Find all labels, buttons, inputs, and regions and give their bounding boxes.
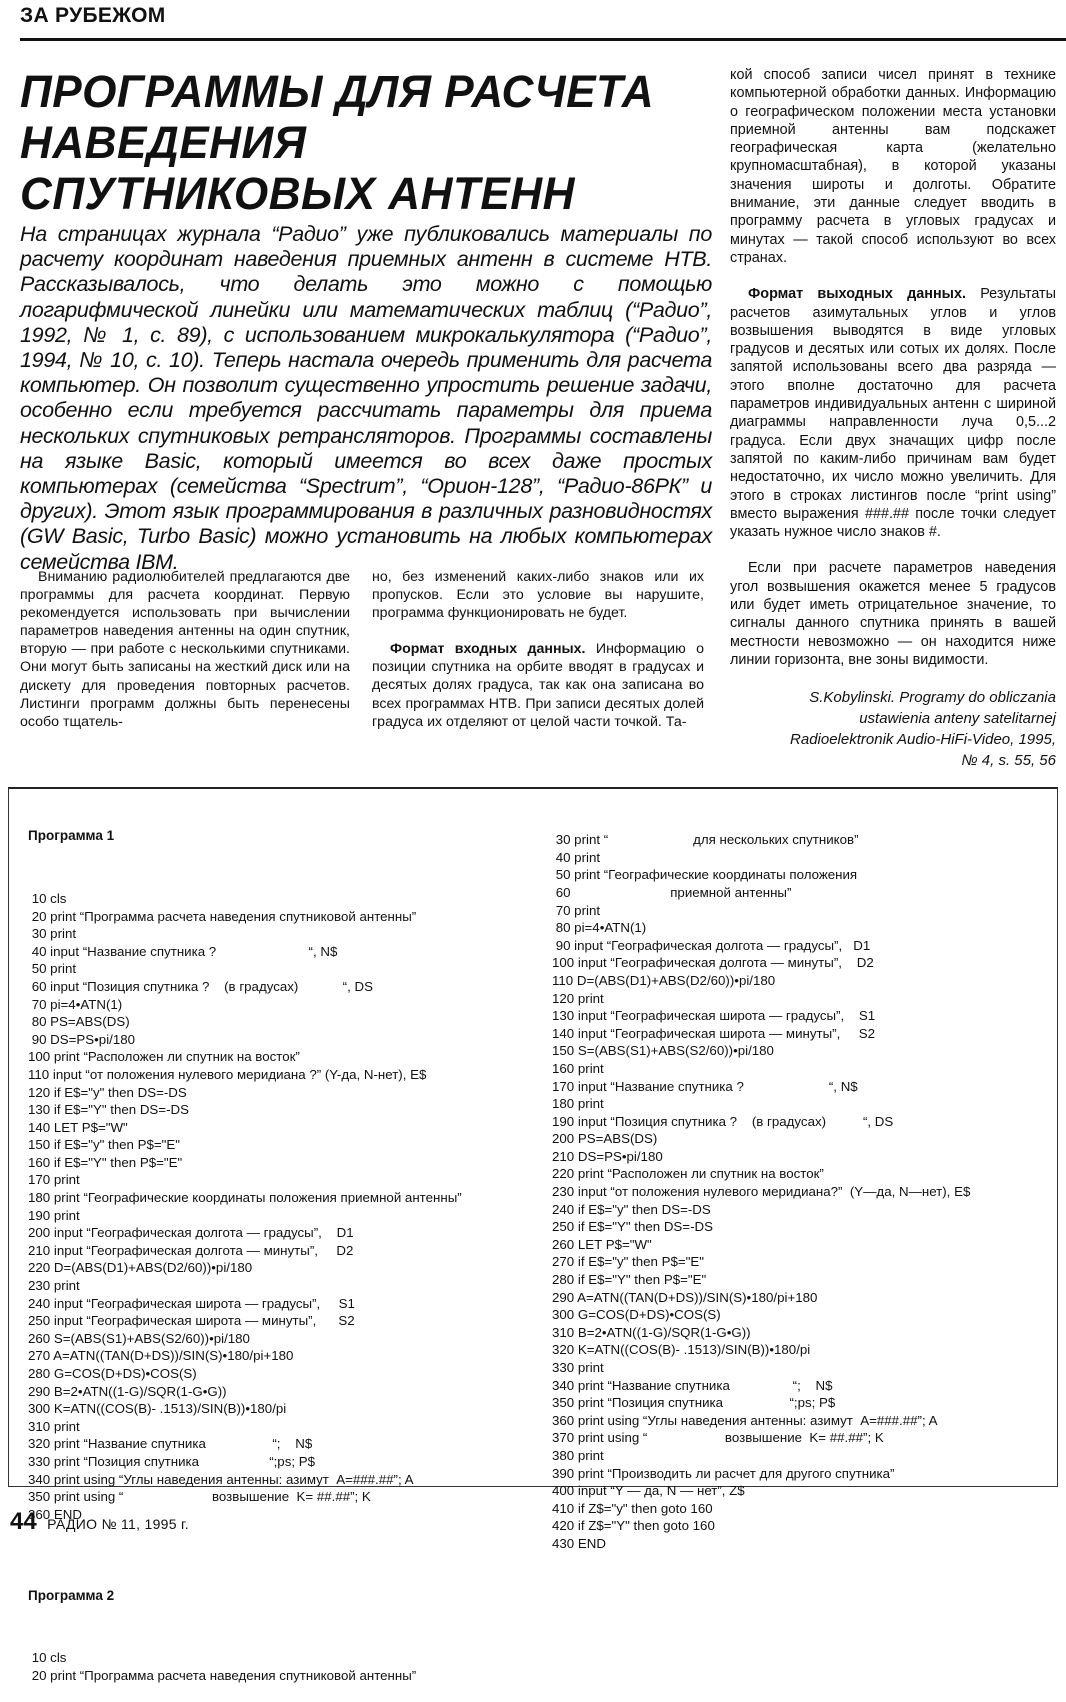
code-line: 40 print (552, 849, 601, 865)
code-line: 320 K=ATN((COS(B)- .1513)/SIN(B))•180/pi (552, 1342, 811, 1358)
code-line: 200 PS=ABS(DS) (552, 1131, 658, 1147)
reference-line: ustawienia anteny satelitarnej (859, 710, 1056, 728)
code-line: 250 if E$="Y" then DS=-DS (552, 1219, 713, 1235)
code-line: 190 input “Позиция спутника ? (в градусах) “, DS (552, 1113, 894, 1129)
code-line: 340 print “Название спутника “; N$ (552, 1377, 833, 1393)
paragraph (730, 285, 1056, 541)
code-line: 320 print “Название спутника “; N$ (28, 1436, 313, 1452)
paragraph: Вниманию радиолюбителей предлагаются две программы для расчета координат. Первую рекомендуется использовать при вычислении параметров наведения антенны на один спутник, вторую — при работе с несколькими спутниками. Они могут быть записаны на жесткий диск или на дискету для проведения повторных расчетов. Листинги программ должны быть перенесены особо тщатель- (20, 569, 350, 730)
code-line: 160 if E$="Y" then P$="E" (28, 1154, 183, 1170)
code-line: 90 DS=PS•pi/180 (28, 1031, 136, 1047)
code-line: 150 S=(ABS(S1)+ABS(S2/60))•pi/180 (552, 1043, 774, 1059)
code-line: 400 input “Y — да, N — нет”, Z$ (552, 1483, 745, 1499)
code-line: 330 print “Позиция спутника “;ps; P$ (28, 1453, 316, 1469)
reference-line: S.Kobylinski. Programy do obliczania (809, 689, 1056, 707)
code-line: 360 END (28, 1506, 82, 1522)
code-line: 70 pi=4•ATN(1) (28, 996, 123, 1012)
code-line: 30 print “ для нескольких спутников” (552, 832, 859, 848)
code-line: 430 END (552, 1535, 606, 1551)
listing-column-left (28, 792, 462, 1702)
code-line: 260 LET P$="W" (552, 1236, 652, 1252)
reference-line: Radioelektronik Audio-HiFi-Video, 1995, (790, 731, 1056, 749)
title-line: СПУТНИКОВЫХ АНТЕНН (20, 168, 575, 219)
code-line: 50 print “Географические координаты положения (552, 867, 858, 883)
body-column-2 (372, 568, 704, 731)
code-line: 80 pi=4•ATN(1) (552, 920, 647, 936)
code-line: 370 print using “ возвышение K= ##.##”; K (552, 1430, 884, 1446)
code-line: 100 input “Географическая долгота — минуты”, D2 (552, 955, 874, 971)
program-2-title: Программа 2 (28, 1587, 115, 1603)
code-line: 220 D=(ABS(D1)+ABS(D2/60))•pi/180 (28, 1260, 253, 1276)
section-heading: ЗА РУБЕЖОМ (20, 4, 166, 27)
code-line: 380 print (552, 1447, 604, 1463)
paragraph: Если при расчете параметров наведения угол возвышения окажется менее 5 градусов или будет иметь отрицательное значение, то сигналы данного спутника принять в вашей местности невозможно — он находится ниже линии горизонта, вне зоны видимости. (730, 560, 1056, 668)
page-number: 44 (10, 1508, 37, 1535)
code-line: 120 if E$="y" then DS=-DS (28, 1084, 187, 1100)
code-line: 100 print “Расположен ли спутник на восток” (28, 1049, 300, 1065)
code-line: 240 input “Географическая широта — градусы”, S1 (28, 1295, 355, 1311)
code-line: 390 print “Производить ли расчет для другого спутника” (552, 1465, 895, 1481)
code-line: 30 print (28, 926, 77, 942)
code-line: 90 input “Географическая долгота — градусы”, D1 (552, 937, 871, 953)
code-line: 210 input “Географическая долгота — минуты”, D2 (28, 1242, 354, 1258)
title-line: НАВЕДЕНИЯ (20, 117, 307, 168)
code-line: 300 K=ATN((COS(B)- .1513)/SIN(B))•180/pi (28, 1401, 287, 1417)
code-line: 260 S=(ABS(S1)+ABS(S2/60))•pi/180 (28, 1330, 250, 1346)
code-line: 420 if Z$="Y" then goto 160 (552, 1518, 715, 1534)
code-line: 120 print (552, 990, 604, 1006)
code-line: 340 print using “Углы наведения антенны: азимут A=###.##”; A (28, 1471, 414, 1487)
code-line: 140 LET P$="W" (28, 1119, 128, 1135)
code-line: 230 input “от положения нулевого меридиана?” (Y—да, N—нет), E$ (552, 1184, 971, 1200)
code-line: 220 print “Расположен ли спутник на восток” (552, 1166, 824, 1182)
code-line: 40 input “Название спутника ? “, N$ (28, 943, 338, 959)
paragraph (372, 640, 704, 730)
section-rule (20, 38, 1066, 41)
code-line: 250 input “Географическая широта — минуты”, S2 (28, 1313, 355, 1329)
code-line: 280 G=COS(D+DS)•COS(S) (28, 1366, 197, 1381)
code-line: 180 print (552, 1096, 604, 1112)
code-line: 140 input “Географическая широта — минуты”, S2 (552, 1025, 875, 1041)
code-line: 160 print (552, 1060, 604, 1076)
paragraph-lead-in: Формат входных данных. (390, 641, 586, 658)
code-line: 20 print “Программа расчета наведения спутниковой антенны” (28, 1667, 417, 1683)
code-line: 130 if E$="Y" then DS=-DS (28, 1102, 189, 1118)
code-line: 50 print (28, 961, 77, 977)
listing-column-right (552, 796, 970, 1570)
code-line: 130 input “Географическая широта — градусы”, S1 (552, 1008, 876, 1024)
program-2-code-start (28, 1649, 462, 1684)
paragraph-lead-in: Формат выходных данных. (748, 286, 966, 303)
paragraph: кой способ записи чисел принят в технике компьютерной обработки данных. Информацию о географическом положении места установки приемной антенны вам подскажет географическая карта (желательно крупномасштабная), в которой указаны значения широты и долготы. Обратите внимание, эти данные следует вводить в программу расчета в угловых градусах и минутах — такой способ используют во всех странах. (730, 67, 1056, 266)
paragraph: но, без изменений каких-либо знаков или их пропусков. Если это условие вы нарушите, программа функционировать не будет. (372, 569, 704, 622)
code-line: 230 print (28, 1278, 80, 1294)
code-line: 410 if Z$="y" then goto 160 (552, 1500, 713, 1516)
code-line: 190 print (28, 1207, 80, 1223)
code-line: 110 D=(ABS(D1)+ABS(D2/60))•pi/180 (552, 972, 776, 988)
code-line: 290 B=2•ATN((1-G)/SQR(1-G•G)) (28, 1383, 227, 1399)
source-reference (730, 687, 1056, 771)
publication-info: РАДИО № 11, 1995 г. (47, 1516, 189, 1532)
title-line: ПРОГРАММЫ ДЛЯ РАСЧЕТА (20, 66, 655, 117)
paragraph-text: Информацию о позиции спутника на орбите вводят в градусах и десятых долях градуса, так как она записана во всех программах НТВ. При записи десятых долей градуса их отделяют от целой части точкой. Та- (372, 641, 704, 730)
code-line: 350 print using “ возвышение K= ##.##”; K (28, 1489, 371, 1505)
code-line: 310 print (28, 1418, 80, 1434)
code-line: 20 print “Программа расчета наведения спутниковой антенны” (28, 908, 417, 924)
code-line: 350 print “Позиция спутника “;ps; P$ (552, 1395, 836, 1411)
code-line: 360 print using “Углы наведения антенны: азимут A=###.##”; A (552, 1412, 938, 1428)
code-line: 290 A=ATN((TAN(D+DS))/SIN(S)•180/pi+180 (552, 1289, 818, 1305)
code-line: 300 G=COS(D+DS)•COS(S) (552, 1307, 721, 1323)
page-footer (10, 1508, 189, 1536)
code-line: 170 input “Название спутника ? “, N$ (552, 1078, 858, 1094)
code-line: 10 cls (28, 1650, 67, 1666)
program-1-title: Программа 1 (28, 828, 115, 844)
code-line: 180 print “Географические координаты положения приемной антенны” (28, 1190, 462, 1206)
program-1-code (28, 890, 462, 1523)
body-column-3 (730, 66, 1056, 771)
paragraph-text: Результаты расчетов азимутальных углов и углов возвышения выводятся в виде угловых градусов и десятых или сотых их долях. После запятой использованы всего два разряда — этого вполне достаточно для расчета параметров индивидуальных антенн с шириной диаграммы направленности луча 0,5...2 градуса. Если двух значащих цифр после запятой по каким-либо причинам вам будет недостаточно, их число можно увеличить. Для этого в строках листингов после “print using” вместо выражения ###.## после точки следует указать нужное число знаков #. (730, 286, 1056, 541)
code-line: 150 if E$="y" then P$="E" (28, 1137, 180, 1153)
reference-line: № 4, s. 55, 56 (961, 752, 1056, 770)
code-line: 210 DS=PS•pi/180 (552, 1148, 663, 1164)
code-line: 270 if E$="y" then P$="E" (552, 1254, 704, 1270)
code-line: 330 print (552, 1360, 604, 1375)
code-line: 270 A=ATN((TAN(D+DS))/SIN(S)•180/pi+180 (28, 1348, 294, 1364)
code-line: 280 if E$="Y" then P$="E" (552, 1272, 707, 1288)
program-2-code-continued (552, 831, 970, 1552)
code-line: 60 input “Позиция спутника ? (в градусах) “, DS (28, 978, 373, 994)
code-line: 60 приемной антенны” (552, 884, 792, 900)
code-line: 310 B=2•ATN((1-G)/SQR(1-G•G)) (552, 1324, 751, 1340)
body-column-1 (20, 568, 350, 731)
code-line: 80 PS=ABS(DS) (28, 1014, 130, 1030)
article-title (20, 66, 706, 219)
code-line: 70 print (552, 902, 601, 918)
code-line: 200 input “Географическая долгота — градусы”, D1 (28, 1225, 354, 1241)
code-line: 170 print (28, 1172, 80, 1188)
code-line: 240 if E$="y" then DS=-DS (552, 1201, 711, 1217)
code-line: 110 input “от положения нулевого меридиана ?” (Y-да, N-нет), E$ (28, 1066, 427, 1082)
code-line: 10 cls (28, 890, 67, 906)
article-lead: На страницах журнала “Радио” уже публиковались материалы по расчету координат наведения приемных антенн в системе НТВ. Рассказывалось, что делать это можно с помощью логарифмической линейки или математических таблиц (“Радио”, 1992, № 1, с. 89), с использованием микрокалькулятора (“Радио”, 1994, № 10, с. 10). Теперь настала очередь применить для расчета компьютер. Он позволит существенно упростить решение задачи, особенно если требуется рассчитать параметры для приема нескольких спутниковых ретрансляторов. Программы составлены на языке Basic, который имеется во всех даже простых компьютерах (семейства “Spectrum”, “Орион-128”, “Радио-86РК” и других). Этот язык программирования в различных разновидностях (GW Basic, Turbo Basic) можно установить на любых компьютерах семейства IBM. (20, 222, 712, 574)
